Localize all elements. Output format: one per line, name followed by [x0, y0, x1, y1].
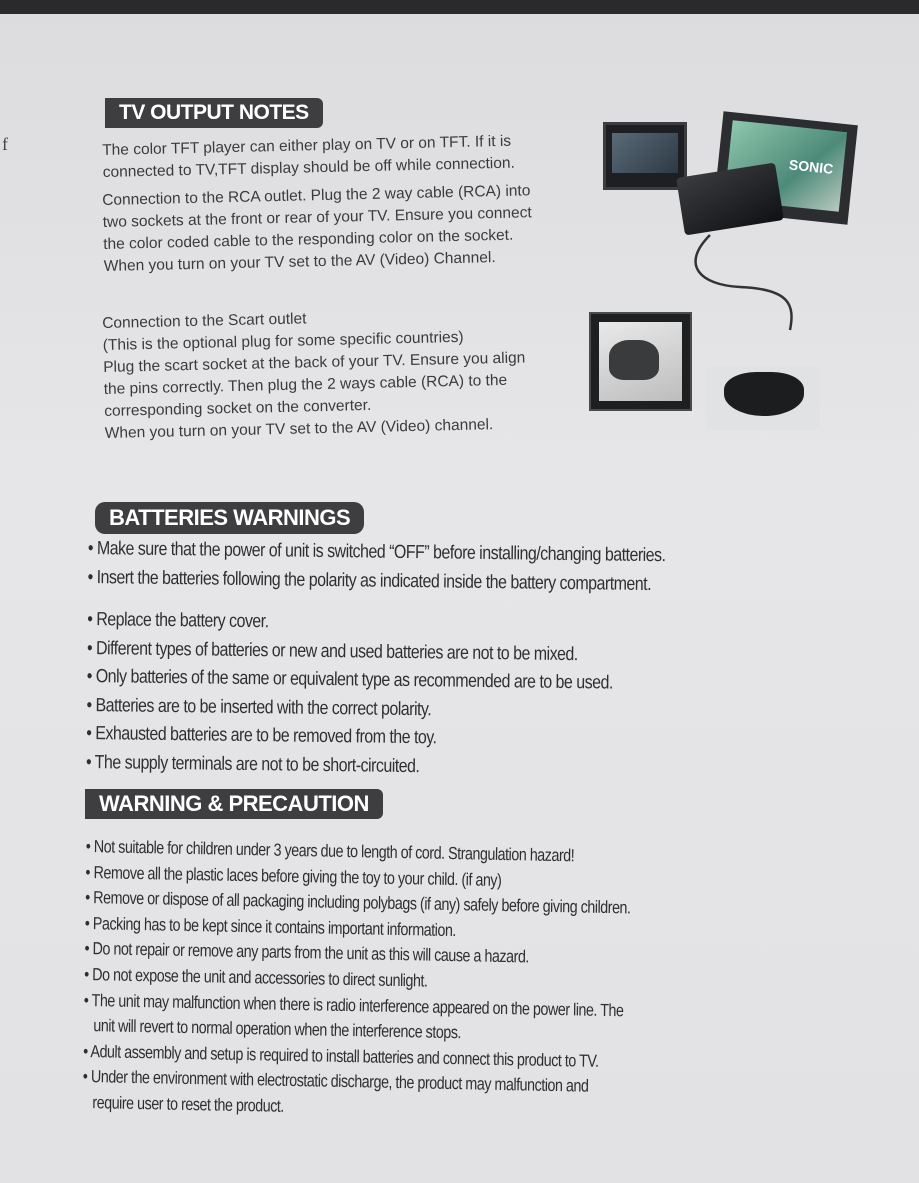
tv-set-image [603, 122, 687, 190]
list-item: • Batteries are to be inserted with the correct polarity. [86, 694, 432, 720]
warning-precaution-heading: WARNING & PRECAUTION [85, 789, 383, 819]
list-item: • Insert the batteries following the polarity as indicated inside the battery compartment. [87, 566, 652, 595]
list-item: • Not suitable for children under 3 years due to length of cord. Strangulation hazard! [85, 835, 575, 866]
text-line: When you turn on your TV set to the AV (Video) Channel. [103, 249, 496, 275]
warning-precaution-list [82, 834, 631, 1126]
list-item-continuation: unit will revert to normal operation when the interference stops. [93, 1015, 462, 1043]
batteries-warnings-heading: BATTERIES WARNINGS [95, 502, 364, 534]
text-line: the pins correctly. Then plug the 2 ways cable (RCA) to the [103, 371, 508, 398]
text-line: Connection to the Scart outlet [102, 310, 307, 332]
edge-letter: f [2, 134, 8, 154]
tv-output-paragraph-2 [102, 180, 533, 278]
list-item: • Exhausted batteries are to be removed from the toy. [86, 722, 437, 749]
monitor-game-logo: SONIC [788, 156, 834, 177]
list-item: • The supply terminals are not to be short-circuited. [85, 751, 420, 777]
list-item: • Do not repair or remove any parts from the unit as this will cause a hazard. [84, 938, 530, 967]
list-item: • Only batteries of the same or equivalent type as recommended are to be used. [86, 665, 613, 694]
text-line: the color coded cable to the responding color on the socket. [103, 226, 514, 253]
list-item: • Adult assembly and setup is required to install batteries and connect this product to TV. [83, 1040, 599, 1071]
game-controller-image [724, 372, 804, 416]
tv-output-heading: TV OUTPUT NOTES [105, 98, 323, 128]
list-item-continuation: require user to reset the product. [92, 1092, 284, 1116]
text-line: connected to TV,TFT display should be off while connection. [102, 154, 515, 181]
text-line: two sockets at the front or rear of your TV. Ensure you connect [102, 204, 532, 231]
list-item: • Do not expose the unit and accessories to direct sunlight. [84, 963, 428, 991]
scart-converter-image [589, 312, 692, 411]
list-item: • Remove all the plastic laces before giving the toy to your child. (if any) [85, 861, 502, 890]
list-item: • The unit may malfunction when there is radio interference appeared on the power line. The [83, 989, 624, 1020]
tv-output-paragraph-3 [102, 303, 527, 445]
text-line: corresponding socket on the converter. [104, 396, 372, 420]
list-item: • Make sure that the power of unit is switched “OFF” before installing/changing batteries. [87, 537, 666, 567]
list-item: • Replace the battery cover. [87, 608, 269, 633]
photo-top-edge [0, 0, 919, 14]
text-line: (This is the optional plug for some specific countries) [102, 328, 464, 354]
text-line: The color TFT player can either play on TV or on TFT. If it is [102, 132, 512, 159]
cable-illustration [680, 225, 810, 345]
tv-output-paragraph-1 [102, 131, 515, 184]
text-line: Connection to the RCA outlet. Plug the 2 way cable (RCA) into [102, 182, 531, 209]
text-line: Plug the scart socket at the back of your TV. Ensure you align [103, 349, 526, 376]
list-item: • Packing has to be kept since it contains important information. [84, 912, 457, 940]
batteries-warnings-list [86, 535, 666, 784]
list-item: • Different types of batteries or new and used batteries are not to be mixed. [86, 637, 578, 665]
text-line: When you turn on your TV set to the AV (Video) channel. [104, 416, 494, 442]
list-item: • Under the environment with electrostatic discharge, the product may malfunction and [82, 1066, 589, 1096]
list-item: • Remove or dispose of all packaging including polybags (if any) safely before giving children. [85, 887, 631, 918]
